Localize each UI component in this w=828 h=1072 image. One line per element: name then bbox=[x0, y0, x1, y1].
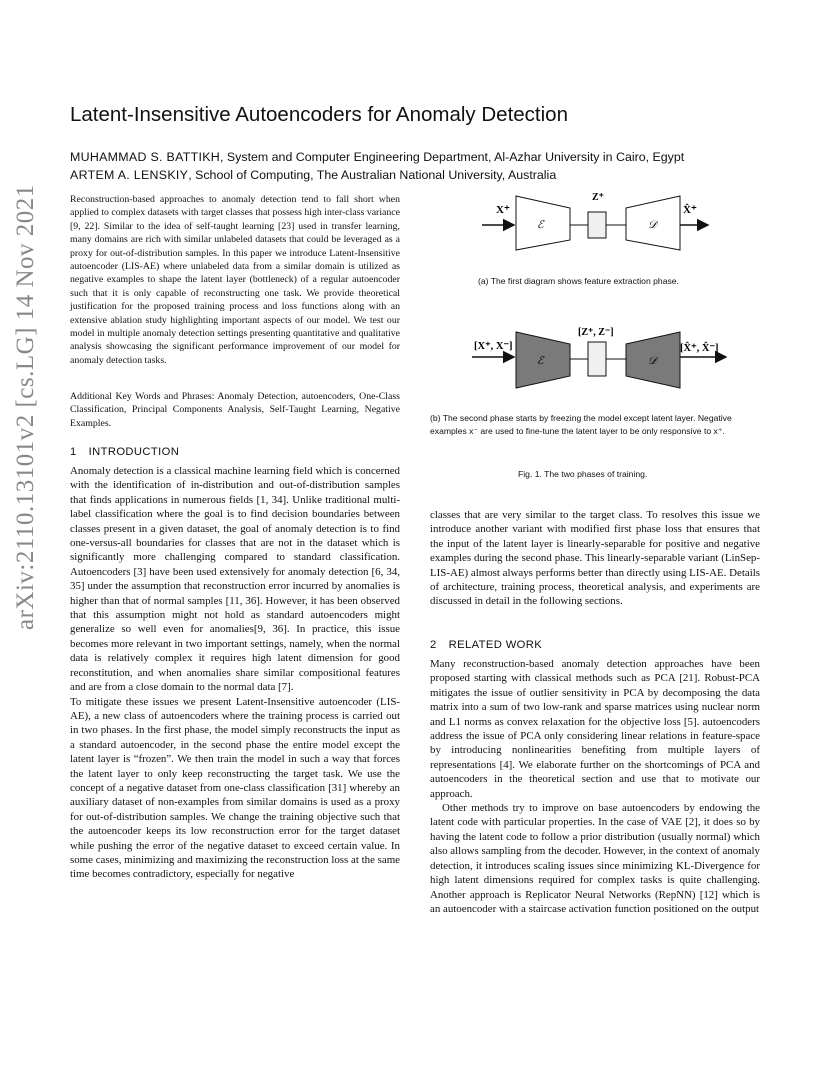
section-heading-related-work bbox=[430, 639, 542, 651]
output-label: X̂⁺ bbox=[683, 204, 697, 216]
author-affiliation: , School of Computing, The Australian National University, Australia bbox=[188, 168, 557, 182]
author-name: ARTEM A. LENSKIY bbox=[70, 168, 189, 182]
latent-label: [Z⁺, Z⁻] bbox=[578, 327, 614, 338]
figure-1-caption: Fig. 1. The two phases of training. bbox=[518, 469, 648, 479]
input-label: X⁺ bbox=[496, 204, 510, 216]
author-1 bbox=[70, 150, 684, 164]
figure-1b-diagram bbox=[470, 326, 732, 394]
author-2 bbox=[70, 168, 556, 182]
latent-box bbox=[588, 342, 606, 376]
figure-1a-diagram bbox=[480, 188, 710, 256]
latent-label: Z⁺ bbox=[592, 192, 604, 203]
paper-title: Latent-Insensitive Autoencoders for Anomaly Detection bbox=[70, 103, 568, 126]
related-work-body bbox=[430, 657, 760, 916]
paragraph: Many reconstruction-based anomaly detection approaches have been proposed starting with classical methods such as PCA [21]. Robust-PCA mitigates the issue of outlier sensitivity in PCA by decomposing the data matrix into a sum of two low-rank and sparse matrices using nuclear norm and L1 norms as convex relaxation for the objective loss [5]. autoencoders address the issue of PCA only considering linear relations in feature-space by introducing nonlinearities benefiting from multiple layers of representations [4]. We elaborate further on the shortcomings of PCA and autoencoders in the theoretical section and use that to motivate our approach. bbox=[430, 658, 760, 800]
section-number: 1 bbox=[70, 446, 77, 458]
section-title: RELATED WORK bbox=[448, 639, 543, 651]
output-label: [X̂⁺, X̂⁻] bbox=[680, 343, 719, 354]
section-title: INTRODUCTION bbox=[88, 446, 180, 458]
latent-box bbox=[588, 212, 606, 238]
figure-1a-caption: (a) The first diagram shows feature extraction phase. bbox=[478, 276, 679, 286]
figure-1b-caption: (b) The second phase starts by freezing the model except latent layer. Negative examples x⁻ are used to fine-tune the latent layer to be only responsive to x⁺. bbox=[430, 413, 732, 436]
author-name: MUHAMMAD S. BATTIKH bbox=[70, 150, 221, 164]
right-column-continuation bbox=[430, 508, 760, 609]
decoder-label: 𝒟 bbox=[648, 219, 657, 231]
paragraph: classes that are very similar to the target class. To resolves this issue we introduce another variant with modified first phase loss that ensures that the input of the latent layer is linearly-separable for positive and negative examples during the second phase. This linearly-separable variant (LinSep-LIS-AE) almost always performs better than directly using LIS-AE. Details of architecture, training process, theoretical analysis, and experiments are discussed in detail in the following sections. bbox=[430, 509, 760, 608]
encoder-label: ℰ bbox=[537, 355, 544, 367]
input-label: [X⁺, X⁻] bbox=[474, 341, 513, 352]
abstract: Reconstruction-based approaches to anomaly detection tend to fall short when applied to complex datasets with target classes that possess high inter-class variance [9, 22]. Similar to the idea of self-taught learning [23] used in transfer learning, many domains are rich with similar unlabeled datasets that could be leveraged as a proxy for out-of-distribution samples. In this paper we introduce Latent-Insensitive autoencoder (LIS-AE) where unlabeled data from a similar domain is utilized as negative examples to shape the latent layer (bottleneck) of a regular autoencoder such that it is only capable of reconstructing one task. We provide theoretical justification for the proposed training process and loss functions along with an extensive ablation study highlighting important aspects of our model. We test our model in multiple anomaly detection settings presenting quantitative and qualitative analysis showcasing the significant performance improvement of our model for anomaly detection tasks. bbox=[70, 194, 400, 366]
keywords: Additional Key Words and Phrases: Anomaly Detection, autoencoders, One-Class Classification, Principal Components Analysis, Self-Taught Learning, Negative Examples. bbox=[70, 391, 400, 429]
encoder-label: ℰ bbox=[537, 219, 544, 231]
arxiv-identifier: arXiv:2110.13101v2 [cs.LG] 14 Nov 2021 bbox=[12, 184, 39, 630]
section-heading-introduction bbox=[70, 446, 179, 458]
author-affiliation: , System and Computer Engineering Department, Al-Azhar University in Cairo, Egypt bbox=[220, 150, 685, 164]
introduction-body bbox=[70, 464, 400, 882]
paragraph: To mitigate these issues we present Latent-Insensitive autoencoder (LIS-AE), a new class of autoencoders where the training process is carried out in two phases. In the first phase, the model simply reconstructs the input as a standard autoencoder, in the second phase the entire model except the latent layer is “frozen”. We then train the model in such a way that forces the latent layer to only keep reconstructing the target task. We use the concept of a negative dataset from one-class classification [31] whereby an auxiliary dataset of non-examples from similar domains is used as a proxy for out-of-distribution samples. We change the training objective such that the autoencoder keeps its low reconstruction error for the target dataset while pushing the error of the negative dataset to exceed certain value. In some cases, minimizing and maximizing the reconstruction loss at the same time becomes contradictory, especially for negative bbox=[70, 695, 400, 881]
paragraph: Anomaly detection is a classical machine learning field which is concerned with the identification of in-distribution and out-of-distribution samples that finds applications in numerous fields [1, 34]. Unlike traditional multi-label classification where the goal is to find decision boundaries between classes present in a given dataset, the goal of anomaly detection is to find one-versus-all boundaries for classes that are not in the dataset which is significantly more challenging compared to standard classification. Autoencoders [3] have been used extensively for anomaly detection [6, 34, 35] under the assumption that reconstruction error incurred by anomalies is higher than that of normal samples [11, 36]. However, it has been observed that this assumption might not hold as standard autoencoders might generalize so well even for anomalies[9, 36]. In practice, this issue becomes more relevant in two important settings, namely, when the normal data is relatively complex it requires high latent dimension for good reconstitution, and when anomalies share similar compositional features and are from a close domain to the normal data [7]. bbox=[70, 465, 400, 694]
paragraph: Other methods try to improve on base autoencoders by endowing the latent code with particular properties. In the case of VAE [2], it does so by having the latent code to follow a prior distribution (usually normal) which also allows sampling from the decoder. However, in the context of anomaly detection, it introduces scaling issues since minimizing KL-Divergence for high latent dimensions required for complex tasks is quite challenging. Another approach is Replicator Neural Networks (RepNN) [12] which is an autoencoder with a staircase activation function positioned on the output bbox=[430, 802, 760, 915]
section-number: 2 bbox=[430, 639, 437, 651]
decoder-label: 𝒟 bbox=[648, 355, 657, 367]
